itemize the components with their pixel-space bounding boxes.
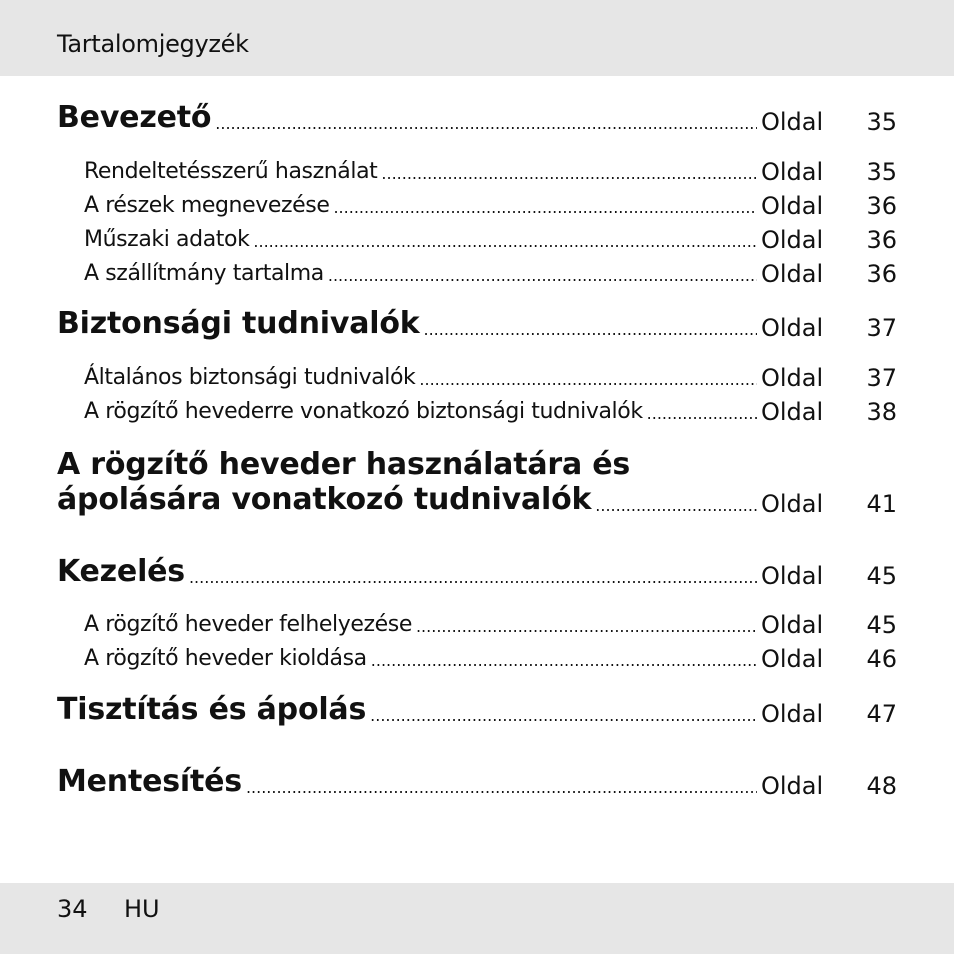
toc-entry-hasznalatara[interactable] (57, 484, 897, 518)
toc-entry-title: Általános biztonsági tudnivalók (84, 365, 416, 390)
toc-leader-dots (595, 498, 757, 514)
toc-leader-dots (246, 780, 757, 796)
toc-entry-title-line2: ápolására vonatkozó tudnivalók (57, 482, 592, 517)
toc-leader-dots (416, 619, 757, 635)
toc-entry-title-line1: A rögzítő heveder használatára és (57, 447, 631, 482)
toc-page-label: Oldal (761, 314, 824, 342)
toc-page-label: Oldal (761, 772, 824, 800)
toc-leader-dots (189, 570, 757, 586)
toc-leader-dots (381, 166, 757, 182)
toc-page-number: 48 (866, 772, 897, 800)
toc-entry-kioldasa[interactable] (84, 639, 897, 673)
toc-page-number: 35 (866, 108, 897, 136)
toc-entry-hevederre[interactable] (84, 392, 897, 426)
toc-leader-dots (423, 322, 757, 338)
toc-page-label: Oldal (761, 611, 824, 639)
toc-entry-kezeles[interactable] (57, 556, 897, 590)
toc-entry-title: Bevezető (57, 100, 212, 135)
toc-entry-title: Rendeltetésszerű használat (84, 159, 378, 184)
toc-page-number: 36 (866, 192, 897, 220)
toc-leader-dots (333, 200, 757, 216)
toc-leader-dots (371, 653, 757, 669)
toc-leader-dots (328, 268, 757, 284)
toc-page-number: 38 (866, 398, 897, 426)
toc-page-label: Oldal (761, 108, 824, 136)
toc-page-label: Oldal (761, 562, 824, 590)
footer-language: HU (124, 895, 160, 923)
toc-page-label: Oldal (761, 226, 824, 254)
toc-page-label: Oldal (761, 364, 824, 392)
toc-entry-title: A rögzítő hevederre vonatkozó biztonsági tudnivalók (84, 399, 643, 424)
toc-page-label: Oldal (761, 645, 824, 673)
toc-entry-title: Mentesítés (57, 764, 242, 799)
toc-page-number: 36 (866, 226, 897, 254)
toc-page-number: 37 (866, 314, 897, 342)
toc-leader-dots (419, 372, 757, 388)
toc-leader-dots (253, 234, 757, 250)
toc-leader-dots (647, 406, 757, 422)
toc-leader-dots (215, 116, 757, 132)
page-header-title: Tartalomjegyzék (57, 30, 249, 58)
toc-entry-felhelyezese[interactable] (84, 605, 897, 639)
toc-page-label: Oldal (761, 192, 824, 220)
toc-page-number: 37 (866, 364, 897, 392)
toc-page-number: 46 (866, 645, 897, 673)
toc-entry-muszaki[interactable] (84, 220, 897, 254)
toc-entry-title: Kezelés (57, 554, 185, 589)
toc-entry-title: Tisztítás és ápolás (57, 692, 367, 727)
toc-entry-reszek[interactable] (84, 186, 897, 220)
toc-page-label: Oldal (761, 490, 824, 518)
toc-entry-title: A szállítmány tartalma (84, 261, 324, 286)
toc-page-number: 35 (866, 158, 897, 186)
toc-page-label: Oldal (761, 700, 824, 728)
toc-entry-title: Műszaki adatok (84, 227, 250, 252)
toc-entry-tisztitas[interactable] (57, 694, 897, 728)
toc-page-number: 45 (866, 562, 897, 590)
toc-entry-altalanos[interactable] (84, 358, 897, 392)
toc-entry-title: A rögzítő heveder kioldása (84, 646, 367, 671)
toc-entry-biztonsagi[interactable] (57, 308, 897, 342)
toc-page-number: 47 (866, 700, 897, 728)
toc-page-label: Oldal (761, 158, 824, 186)
toc-entry-mentesites[interactable] (57, 766, 897, 800)
toc-entry-title: A rögzítő heveder felhelyezése (84, 612, 412, 637)
toc-entry-title: Biztonsági tudnivalók (57, 306, 420, 341)
footer-page-number: 34 (57, 895, 88, 923)
toc-page-label: Oldal (761, 260, 824, 288)
toc-leader-dots (370, 708, 757, 724)
toc-page-number: 41 (866, 490, 897, 518)
toc-page-number: 45 (866, 611, 897, 639)
toc-entry-title: A részek megnevezése (84, 193, 330, 218)
toc-entry-szallitmany[interactable] (84, 254, 897, 288)
toc-page-number: 36 (866, 260, 897, 288)
toc-entry-rendeltetesszeru[interactable] (84, 152, 897, 186)
toc-entry-bevezeto[interactable] (57, 102, 897, 136)
toc-page-label: Oldal (761, 398, 824, 426)
